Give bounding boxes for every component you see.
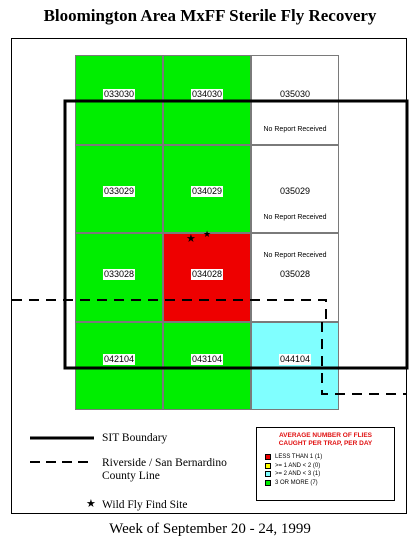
map-cell-label: 044104 [279, 354, 311, 364]
density-legend-title-line-1: AVERAGE NUMBER OF FLIES [278, 432, 373, 439]
density-legend [256, 427, 395, 501]
map-cell-label: 033028 [103, 269, 135, 279]
legend-county-label-1: Riverside / San Bernardino [102, 457, 227, 469]
density-legend-row [265, 453, 322, 461]
density-legend-row [265, 462, 320, 470]
map-cell-label: 033029 [103, 186, 135, 196]
wild-fly-star-icon: ★ [86, 498, 96, 510]
density-legend-title-line-2: CAUGHT PER TRAP, PER DAY [278, 440, 373, 447]
no-report-note: No Report Received [263, 252, 327, 259]
density-legend-title [257, 432, 394, 448]
legend-sit-label: SIT Boundary [102, 432, 168, 444]
map-cell-label: 043104 [191, 354, 223, 364]
map-cell-label: 035029 [279, 186, 311, 196]
legend-row-label: >= 1 AND < 2 (0) [275, 462, 321, 469]
wild-fly-star: ★ [203, 230, 212, 240]
legend-row-label: LESS THAN 1 (1) [275, 454, 323, 460]
page-title: Bloomington Area MxFF Sterile Fly Recovery [43, 6, 377, 25]
map-cell-label: 034030 [191, 89, 223, 99]
map-cell-label: 033030 [103, 89, 135, 99]
legend-swatch [265, 454, 271, 460]
week-footer: Week of September 20 - 24, 1999 [109, 521, 311, 537]
density-legend-row [265, 470, 320, 478]
legend-county-label-2: County Line [102, 470, 160, 482]
sit-boundary [65, 101, 407, 368]
legend-lines [24, 424, 244, 514]
wild-fly-star: ★ [186, 232, 196, 245]
map-cell-label: 042104 [103, 354, 135, 364]
county-line [12, 300, 406, 394]
no-report-note: No Report Received [263, 126, 327, 133]
map-cell-label: 035030 [279, 89, 311, 99]
legend-swatch [265, 480, 271, 486]
map-cell-label: 035028 [279, 269, 311, 279]
legend-row-label: 3 OR MORE (7) [275, 479, 318, 486]
density-legend-row [265, 479, 318, 487]
map-cell-label: 034028 [191, 269, 223, 279]
legend-swatch [265, 471, 271, 477]
no-report-note: No Report Received [263, 214, 327, 221]
legend-wild-fly-label: Wild Fly Find Site [102, 499, 188, 511]
legend-row-label: >= 2 AND < 3 (1) [275, 471, 321, 477]
map-cell-label: 034029 [191, 186, 223, 196]
legend-swatch [265, 463, 271, 469]
